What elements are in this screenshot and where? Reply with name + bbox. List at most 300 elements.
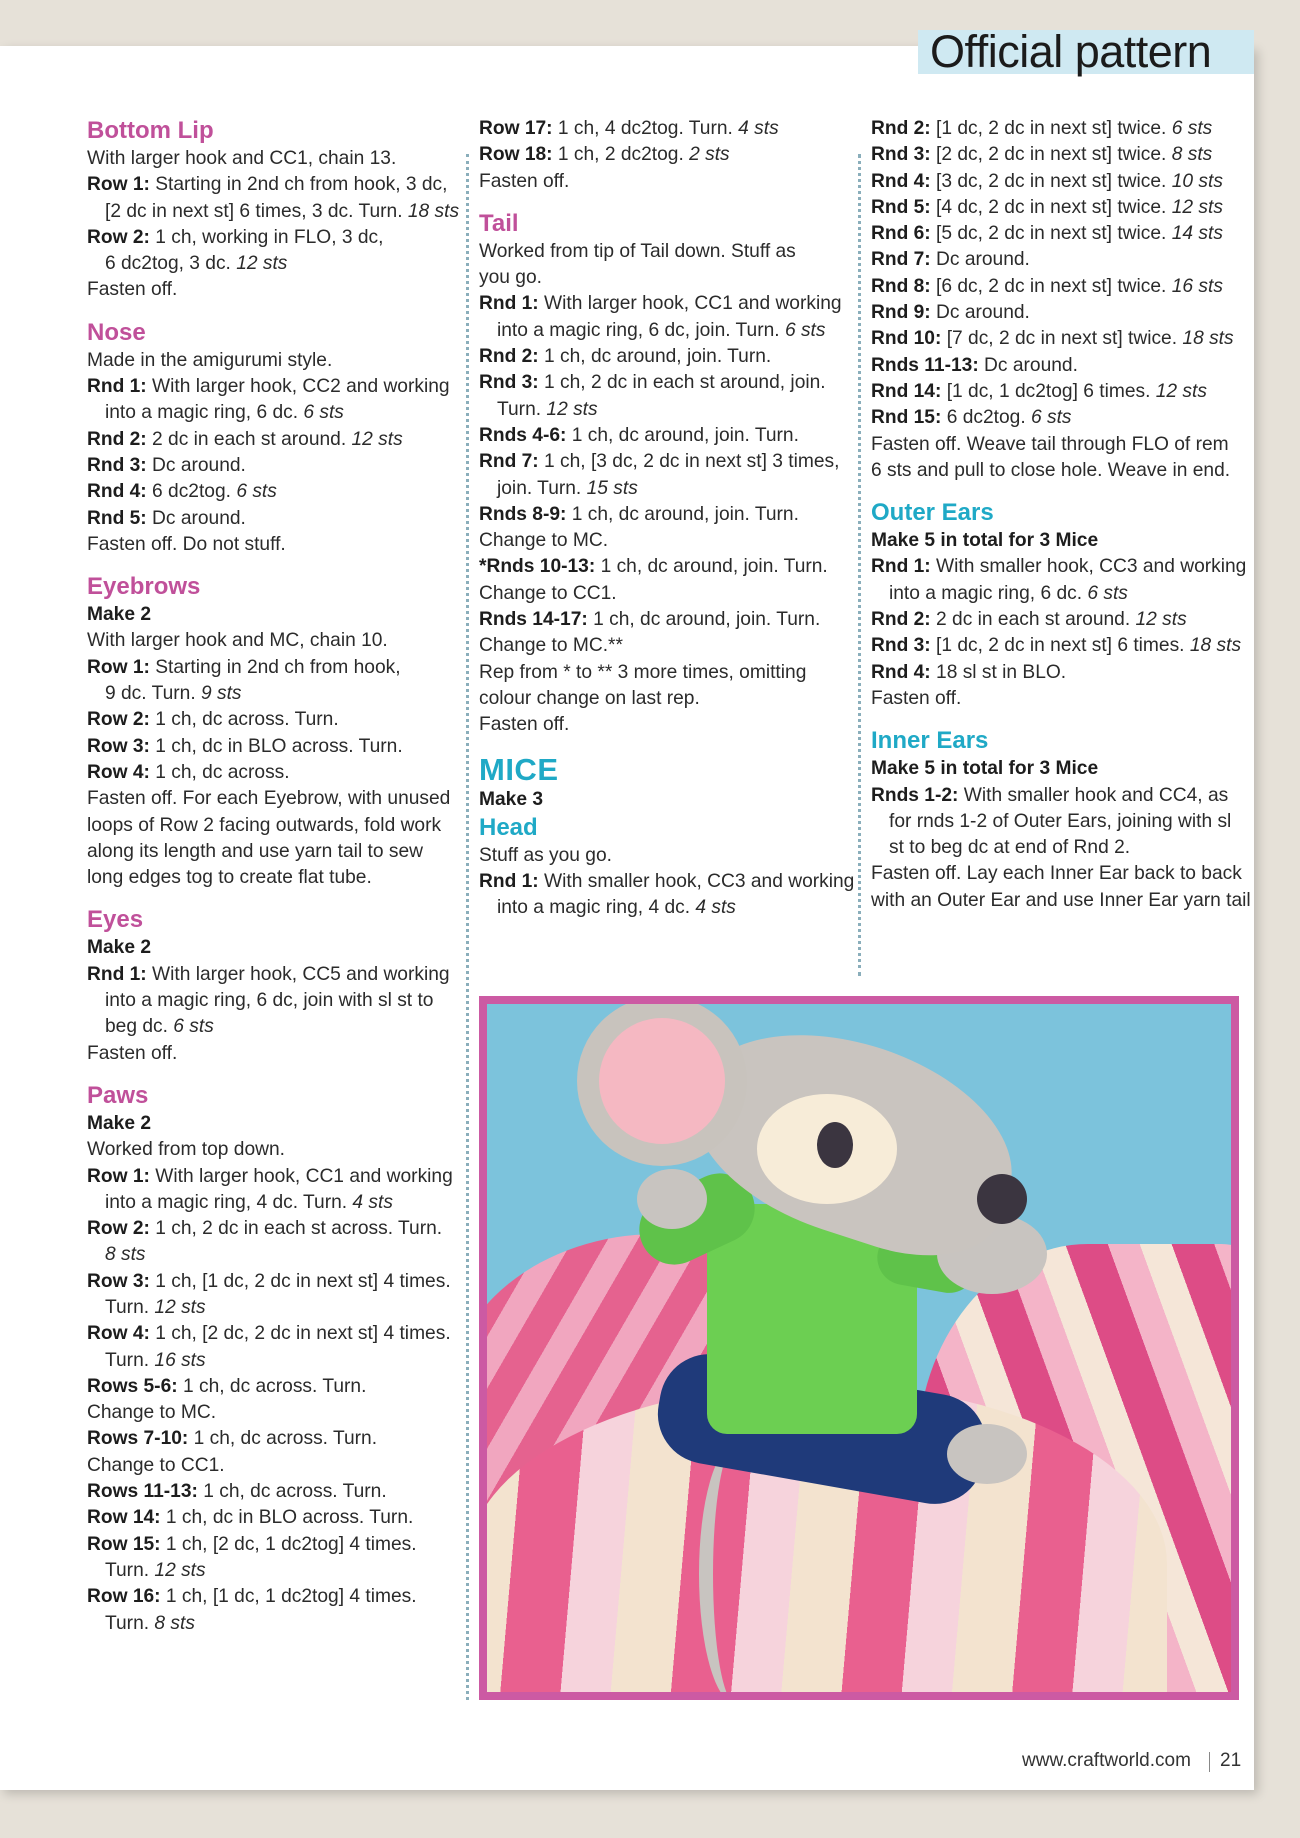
instruction-row: [479, 116, 855, 142]
stitch-count: 12 sts: [1150, 380, 1207, 402]
mouse-eye: [817, 1122, 853, 1168]
row-label: Rnd 7:: [479, 451, 539, 473]
row-label: Rnds 14-17:: [479, 609, 588, 631]
row-text: Change to CC1.: [87, 1454, 225, 1476]
instruction-row: [87, 962, 457, 988]
instruction-text: [479, 686, 855, 712]
instruction-row: [87, 479, 457, 505]
instruction-text: [479, 843, 855, 869]
row-text: Fasten off. Weave tail through FLO of rem: [871, 433, 1229, 455]
instruction-row: [87, 374, 457, 400]
row-text: into a magic ring, 6 dc.: [889, 582, 1083, 604]
row-text: [7 dc, 2 dc in next st] twice.: [941, 328, 1178, 350]
stitch-count: 18 sts: [402, 200, 460, 222]
stitch-count: 15 sts: [581, 477, 638, 499]
stitch-count: 14 sts: [1166, 223, 1223, 245]
row-text: Starting in 2nd ch from hook, 3 dc,: [149, 174, 448, 196]
column-divider-2: [858, 154, 861, 976]
row-label: Rnd 8:: [871, 275, 931, 297]
row-text: Fasten off. Lay each Inner Ear back to back: [871, 863, 1242, 885]
row-label: Rnd 5:: [87, 507, 147, 529]
row-label: Row 1:: [87, 1165, 150, 1187]
row-text: [3 dc, 2 dc in next st] twice.: [930, 170, 1167, 192]
stitch-count: 10 sts: [1166, 170, 1223, 192]
row-text: 18 sl st in BLO.: [930, 661, 1067, 683]
instruction-row: [87, 506, 457, 532]
instruction-text: [87, 277, 457, 303]
row-text: [1 dc, 2 dc in next st] twice.: [930, 118, 1167, 139]
row-text: 1 ch, 4 dc2tog. Turn.: [552, 118, 733, 139]
row-text: Turn.: [105, 1349, 150, 1371]
row-text: Fasten off.: [479, 714, 570, 736]
row-text: [5 dc, 2 dc in next st] twice.: [930, 223, 1167, 245]
instruction-row: [87, 1584, 457, 1610]
instruction-text: [87, 786, 457, 812]
instruction-text: [87, 1400, 457, 1426]
instruction-row: [871, 169, 1241, 195]
row-text: Dc around.: [930, 302, 1030, 324]
row-text: 1 ch, dc across. Turn.: [197, 1481, 387, 1503]
instruction-text: [871, 888, 1251, 914]
spacer: [871, 712, 1241, 726]
spacer: [479, 739, 855, 753]
row-text: Turn.: [497, 398, 542, 420]
instruction-row: [479, 344, 855, 370]
section-heading: Tail: [479, 209, 519, 237]
row-text: Turn.: [105, 1559, 150, 1581]
stitch-count: 12 sts: [541, 398, 598, 420]
row-label: Rnd 7:: [871, 249, 931, 271]
stitch-count: 16 sts: [1166, 275, 1223, 297]
row-label: Rnd 3:: [871, 635, 931, 657]
instruction-continuation: [871, 581, 1241, 607]
make-count: Make 5 in total for 3 Mice: [871, 758, 1099, 780]
row-label: Rnds 1-2:: [871, 784, 959, 806]
row-text: 6 dc2tog.: [146, 481, 231, 503]
row-text: Made in the amigurumi style.: [87, 349, 333, 371]
instruction-row: [871, 142, 1241, 168]
instruction-row: [871, 326, 1241, 352]
row-text: With larger hook, CC1 and working: [538, 293, 842, 315]
stitch-count: 6 sts: [1025, 407, 1072, 429]
stitch-count: 2 sts: [683, 144, 730, 166]
row-text: you go.: [479, 267, 542, 289]
section-heading: Bottom Lip: [87, 117, 214, 144]
row-text: loops of Row 2 facing outwards, fold work: [87, 814, 442, 836]
row-text: Change to CC1.: [479, 582, 617, 604]
row-label: Rnd 3:: [479, 372, 539, 394]
stitch-count: 12 sts: [346, 428, 403, 450]
instruction-text: [479, 633, 855, 659]
instruction-row: [87, 734, 457, 760]
instruction-continuation: [479, 397, 855, 423]
stitch-count: 12 sts: [1130, 609, 1187, 631]
instruction-continuation: [87, 988, 457, 1014]
instruction-row: [871, 221, 1241, 247]
row-label: Rnd 1:: [479, 871, 539, 893]
instruction-continuation: [87, 400, 457, 426]
instruction-row: [871, 660, 1241, 686]
instruction-row: [479, 554, 855, 580]
instruction-row: [479, 449, 855, 475]
make-count: Make 3: [479, 788, 543, 810]
make-count: Make 2: [87, 1112, 151, 1134]
row-text: With larger hook, CC5 and working: [146, 963, 450, 985]
row-text: 1 ch, dc across.: [149, 761, 290, 783]
instruction-row: [87, 225, 457, 251]
row-label: Rnd 1:: [87, 963, 147, 985]
row-label: Rnd 2:: [871, 118, 931, 139]
mouse-nose: [977, 1174, 1027, 1224]
instruction-text: [479, 265, 855, 291]
row-text: Turn.: [105, 1296, 150, 1318]
instruction-row: [87, 1216, 457, 1242]
instruction-text: [87, 532, 457, 558]
instruction-continuation: [479, 895, 855, 921]
row-text: Turn.: [105, 1612, 150, 1634]
pattern-column-3: [871, 116, 1251, 914]
instruction-row: [87, 1321, 457, 1347]
row-text: [2 dc, 2 dc in next st] twice.: [930, 144, 1167, 166]
row-label: Rnd 4:: [871, 170, 931, 192]
row-label: Rows 5-6:: [87, 1375, 178, 1397]
make-count: Make 5 in total for 3 Mice: [871, 530, 1099, 552]
instruction-continuation: [87, 1242, 457, 1268]
row-label: Row 14:: [87, 1507, 161, 1529]
row-label: Rows 7-10:: [87, 1428, 189, 1450]
page-title: Official pattern: [930, 26, 1212, 77]
row-label: Rnd 1:: [871, 556, 931, 578]
spacer: [87, 558, 457, 572]
row-text: Dc around.: [146, 507, 246, 529]
row-text: into a magic ring, 6 dc, join with sl st to: [105, 990, 434, 1012]
row-text: [4 dc, 2 dc in next st] twice.: [930, 196, 1167, 218]
footer-website: www.craftworld.com: [1022, 1750, 1191, 1771]
row-text: 6 sts and pull to close hole. Weave in end.: [871, 459, 1231, 481]
row-text: [6 dc, 2 dc in next st] twice.: [930, 275, 1167, 297]
row-text: 6 dc2tog, 3 dc.: [105, 253, 231, 275]
instruction-text: [87, 628, 457, 654]
row-text: Fasten off.: [87, 1042, 178, 1064]
instruction-text: [871, 432, 1241, 458]
instruction-row: [87, 1532, 457, 1558]
row-text: into a magic ring, 4 dc. Turn.: [105, 1191, 348, 1213]
row-label: Rnds 4-6:: [479, 424, 567, 446]
instruction-row: [87, 655, 457, 681]
section-heading: Paws: [87, 1081, 149, 1109]
row-label: Row 16:: [87, 1586, 161, 1608]
row-label: Rnd 14:: [871, 380, 942, 402]
stitch-count: 6 sts: [230, 481, 277, 503]
row-text: 1 ch, [1 dc, 2 dc in next st] 4 times.: [149, 1270, 451, 1292]
row-label: Row 18:: [479, 144, 553, 166]
row-label: Rnd 1:: [87, 376, 147, 398]
stitch-count: 9 sts: [195, 683, 242, 705]
row-text: With smaller hook, CC3 and working: [538, 871, 855, 893]
stitch-count: 16 sts: [149, 1349, 206, 1371]
row-text: [1 dc, 1 dc2tog] 6 times.: [941, 380, 1151, 402]
instruction-row: [479, 869, 855, 895]
row-label: Rows 11-13:: [87, 1481, 198, 1503]
row-text: 1 ch, dc in BLO across. Turn.: [160, 1507, 414, 1529]
row-text: [1 dc, 2 dc in next st] 6 times.: [930, 635, 1185, 657]
row-label: Row 2:: [87, 709, 150, 731]
instruction-continuation: [479, 476, 855, 502]
stitch-count: 6 sts: [779, 319, 826, 341]
instruction-row: [871, 353, 1241, 379]
instruction-continuation: [87, 1295, 457, 1321]
row-text: colour change on last rep.: [479, 687, 700, 709]
row-text: long edges tog to create flat tube.: [87, 867, 372, 889]
row-text: Change to MC.: [87, 1402, 217, 1424]
instruction-text: [87, 1041, 457, 1067]
row-text: Worked from tip of Tail down. Stuff as: [479, 240, 796, 262]
spacer: [479, 195, 855, 209]
row-text: join. Turn.: [497, 477, 582, 499]
stitch-count: 6 sts: [167, 1016, 214, 1038]
row-label: Rnd 5:: [871, 196, 931, 218]
row-text: Fasten off. Do not stuff.: [87, 533, 286, 555]
instruction-text: [87, 1453, 457, 1479]
row-text: Change to MC.**: [479, 635, 623, 657]
row-text: Fasten off. For each Eyebrow, with unused: [87, 788, 451, 810]
row-text: With larger hook, CC2 and working: [146, 376, 450, 398]
row-text: Worked from top down.: [87, 1139, 286, 1161]
instruction-row: [871, 379, 1241, 405]
spacer: [87, 1067, 457, 1081]
row-label: Row 1:: [87, 174, 150, 196]
instruction-row: [87, 172, 457, 198]
row-label: Rnd 2:: [871, 609, 931, 631]
instruction-row: [87, 1505, 457, 1531]
stitch-count: 6 sts: [1082, 582, 1128, 604]
instruction-text: [87, 348, 457, 374]
row-text: 6 dc2tog.: [941, 407, 1026, 429]
stitch-count: 12 sts: [1166, 196, 1223, 218]
row-label: Rnds 11-13:: [871, 354, 979, 376]
instruction-row: [479, 370, 855, 396]
row-label: Row 15:: [87, 1533, 161, 1555]
row-label: Rnd 1:: [479, 293, 539, 315]
row-text: for rnds 1-2 of Outer Ears, joining with sl: [889, 810, 1232, 832]
instruction-continuation: [87, 1190, 457, 1216]
row-label: Rnd 6:: [871, 223, 931, 245]
stitch-count: 6 sts: [1166, 118, 1213, 139]
pattern-column-2: [479, 116, 855, 922]
row-text: 1 ch, 2 dc in each st around, join.: [538, 372, 826, 394]
stitch-count: 6 sts: [298, 402, 344, 424]
row-text: Change to MC.: [479, 530, 609, 552]
instruction-text: [871, 686, 1241, 712]
row-text: With smaller hook, CC3 and working: [930, 556, 1247, 578]
row-text: Dc around.: [146, 454, 246, 476]
row-text: 1 ch, working in FLO, 3 dc,: [149, 226, 384, 248]
row-text: 1 ch, [2 dc, 2 dc in next st] 4 times.: [149, 1323, 451, 1345]
instruction-row: [871, 633, 1241, 659]
instruction-text: [479, 169, 855, 195]
section-heading: Inner Ears: [871, 727, 989, 755]
row-label: Rnd 2:: [87, 428, 147, 450]
row-label: Row 4:: [87, 1323, 150, 1345]
row-label: Row 17:: [479, 118, 553, 139]
row-text: 1 ch, dc across. Turn.: [177, 1375, 367, 1397]
crocheted-mouse-photo: [487, 1004, 1231, 1692]
row-text: st to beg dc at end of Rnd 2.: [889, 837, 1131, 859]
instruction-row: [871, 195, 1241, 221]
row-text: 2 dc in each st around.: [146, 428, 347, 450]
row-text: 1 ch, [3 dc, 2 dc in next st] 3 times,: [538, 451, 840, 473]
row-text: Fasten off.: [87, 279, 178, 301]
section-heading: Eyebrows: [87, 573, 201, 601]
instruction-continuation: [871, 809, 1241, 835]
footer-separator: [1209, 1752, 1210, 1772]
instruction-row: [87, 707, 457, 733]
row-label: Rnd 3:: [87, 454, 147, 476]
instruction-row: [87, 427, 457, 453]
row-label: Row 3:: [87, 1270, 150, 1292]
stitch-count: 12 sts: [230, 253, 288, 275]
row-text: into a magic ring, 6 dc.: [105, 402, 299, 424]
instruction-continuation: [87, 251, 457, 277]
column-divider-1: [466, 154, 469, 1700]
instruction-row: [871, 783, 1241, 809]
row-text: 1 ch, [2 dc, 1 dc2tog] 4 times.: [160, 1533, 417, 1555]
row-text: 1 ch, dc around, join. Turn.: [587, 609, 821, 631]
row-label: Rnd 10:: [871, 328, 942, 350]
row-label: Rnd 9:: [871, 302, 931, 324]
instruction-row: [479, 142, 855, 168]
instruction-text: [87, 865, 457, 891]
row-text: [2 dc in next st] 6 times, 3 dc. Turn.: [105, 200, 403, 222]
instruction-row: [87, 760, 457, 786]
instruction-row: [871, 405, 1241, 431]
instruction-continuation: [871, 835, 1241, 861]
row-text: beg dc.: [105, 1016, 168, 1038]
row-text: with an Outer Ear and use Inner Ear yarn tail: [871, 889, 1251, 911]
row-text: 1 ch, dc across. Turn.: [149, 709, 339, 731]
instruction-row: [479, 291, 855, 317]
row-label: Row 2:: [87, 1218, 150, 1240]
row-text: along its length and use yarn tail to sew: [87, 840, 423, 862]
mouse-inner-ear: [599, 1018, 725, 1144]
section-heading: Nose: [87, 318, 146, 346]
stitch-count: 8 sts: [149, 1612, 195, 1634]
row-label: Rnd 4:: [87, 481, 147, 503]
stitch-count: 18 sts: [1184, 635, 1242, 657]
instruction-row: [871, 607, 1241, 633]
row-text: Fasten off.: [479, 170, 570, 192]
instruction-row: [871, 274, 1241, 300]
mice-heading: MICE: [479, 751, 559, 787]
instruction-continuation: [87, 1014, 457, 1040]
row-text: into a magic ring, 6 dc, join. Turn.: [497, 319, 780, 341]
instruction-text: [87, 813, 457, 839]
spacer: [87, 304, 457, 318]
row-text: Fasten off.: [871, 687, 962, 709]
instruction-continuation: [87, 1558, 457, 1584]
row-text: 1 ch, dc around, join. Turn.: [538, 346, 772, 368]
mouse-foot: [947, 1424, 1027, 1484]
instruction-row: [871, 247, 1241, 273]
row-label: Rnd 15:: [871, 407, 942, 429]
row-text: 1 ch, dc around, join. Turn.: [566, 503, 799, 525]
instruction-text: [87, 146, 457, 172]
instruction-row: [87, 1164, 457, 1190]
row-text: 1 ch, dc across. Turn.: [188, 1428, 378, 1450]
page-number: 21: [1220, 1750, 1242, 1771]
spacer: [871, 484, 1241, 498]
instruction-row: [479, 607, 855, 633]
row-text: 1 ch, [1 dc, 1 dc2tog] 4 times.: [160, 1586, 417, 1608]
instruction-row: [871, 300, 1241, 326]
row-text: 1 ch, 2 dc in each st across. Turn.: [149, 1218, 443, 1240]
instruction-row: [479, 502, 855, 528]
spacer: [87, 891, 457, 905]
row-text: 1 ch, dc in BLO across. Turn.: [149, 735, 403, 757]
stitch-count: 4 sts: [732, 118, 779, 139]
instruction-row: [87, 1269, 457, 1295]
instruction-row: [87, 1479, 457, 1505]
instruction-text: [871, 458, 1241, 484]
row-text: Dc around.: [978, 354, 1078, 376]
section-heading: Head: [479, 813, 538, 841]
section-heading: Outer Ears: [871, 499, 994, 527]
row-label: Row 3:: [87, 735, 150, 757]
instruction-continuation: [87, 1348, 457, 1374]
row-text: With larger hook and CC1, chain 13.: [87, 148, 397, 169]
stitch-count: 12 sts: [149, 1296, 206, 1318]
instruction-text: [479, 528, 855, 554]
row-label: Row 2:: [87, 226, 150, 248]
row-text: 9 dc. Turn.: [105, 683, 196, 705]
instruction-row: [87, 1374, 457, 1400]
section-heading: Eyes: [87, 906, 144, 934]
row-label: Rnd 2:: [479, 346, 539, 368]
stitch-count: 4 sts: [690, 897, 736, 919]
instruction-text: [479, 581, 855, 607]
row-text: 1 ch, 2 dc2tog.: [552, 144, 684, 166]
instruction-row: [87, 1426, 457, 1452]
row-text: Stuff as you go.: [479, 844, 612, 866]
instruction-row: [479, 423, 855, 449]
stitch-count: 12 sts: [149, 1559, 206, 1581]
instruction-row: [871, 554, 1247, 580]
row-text: Starting in 2nd ch from hook,: [149, 656, 401, 678]
row-text: into a magic ring, 4 dc.: [497, 897, 691, 919]
instruction-text: [479, 660, 855, 686]
instruction-text: [87, 1137, 457, 1163]
row-label: Row 4:: [87, 761, 150, 783]
stitch-count: 8 sts: [1166, 144, 1213, 166]
row-text: Dc around.: [930, 249, 1030, 271]
row-label: *Rnds 10-13:: [479, 556, 596, 578]
row-text: With larger hook, CC1 and working: [149, 1165, 453, 1187]
stitch-count: 8 sts: [105, 1244, 146, 1266]
row-label: Rnd 4:: [871, 661, 931, 683]
stitch-count: 18 sts: [1177, 328, 1234, 350]
row-text: 1 ch, dc around, join. Turn.: [595, 556, 828, 578]
stitch-count: 4 sts: [347, 1191, 393, 1213]
instruction-row: [87, 453, 457, 479]
instruction-continuation: [87, 681, 457, 707]
instruction-row: [871, 116, 1241, 142]
row-text: 1 ch, dc around, join. Turn.: [566, 424, 799, 446]
row-label: Row 1:: [87, 656, 150, 678]
instruction-continuation: [87, 199, 460, 225]
instruction-continuation: [479, 318, 855, 344]
row-text: With smaller hook and CC4, as: [958, 784, 1229, 806]
instruction-text: [87, 839, 457, 865]
